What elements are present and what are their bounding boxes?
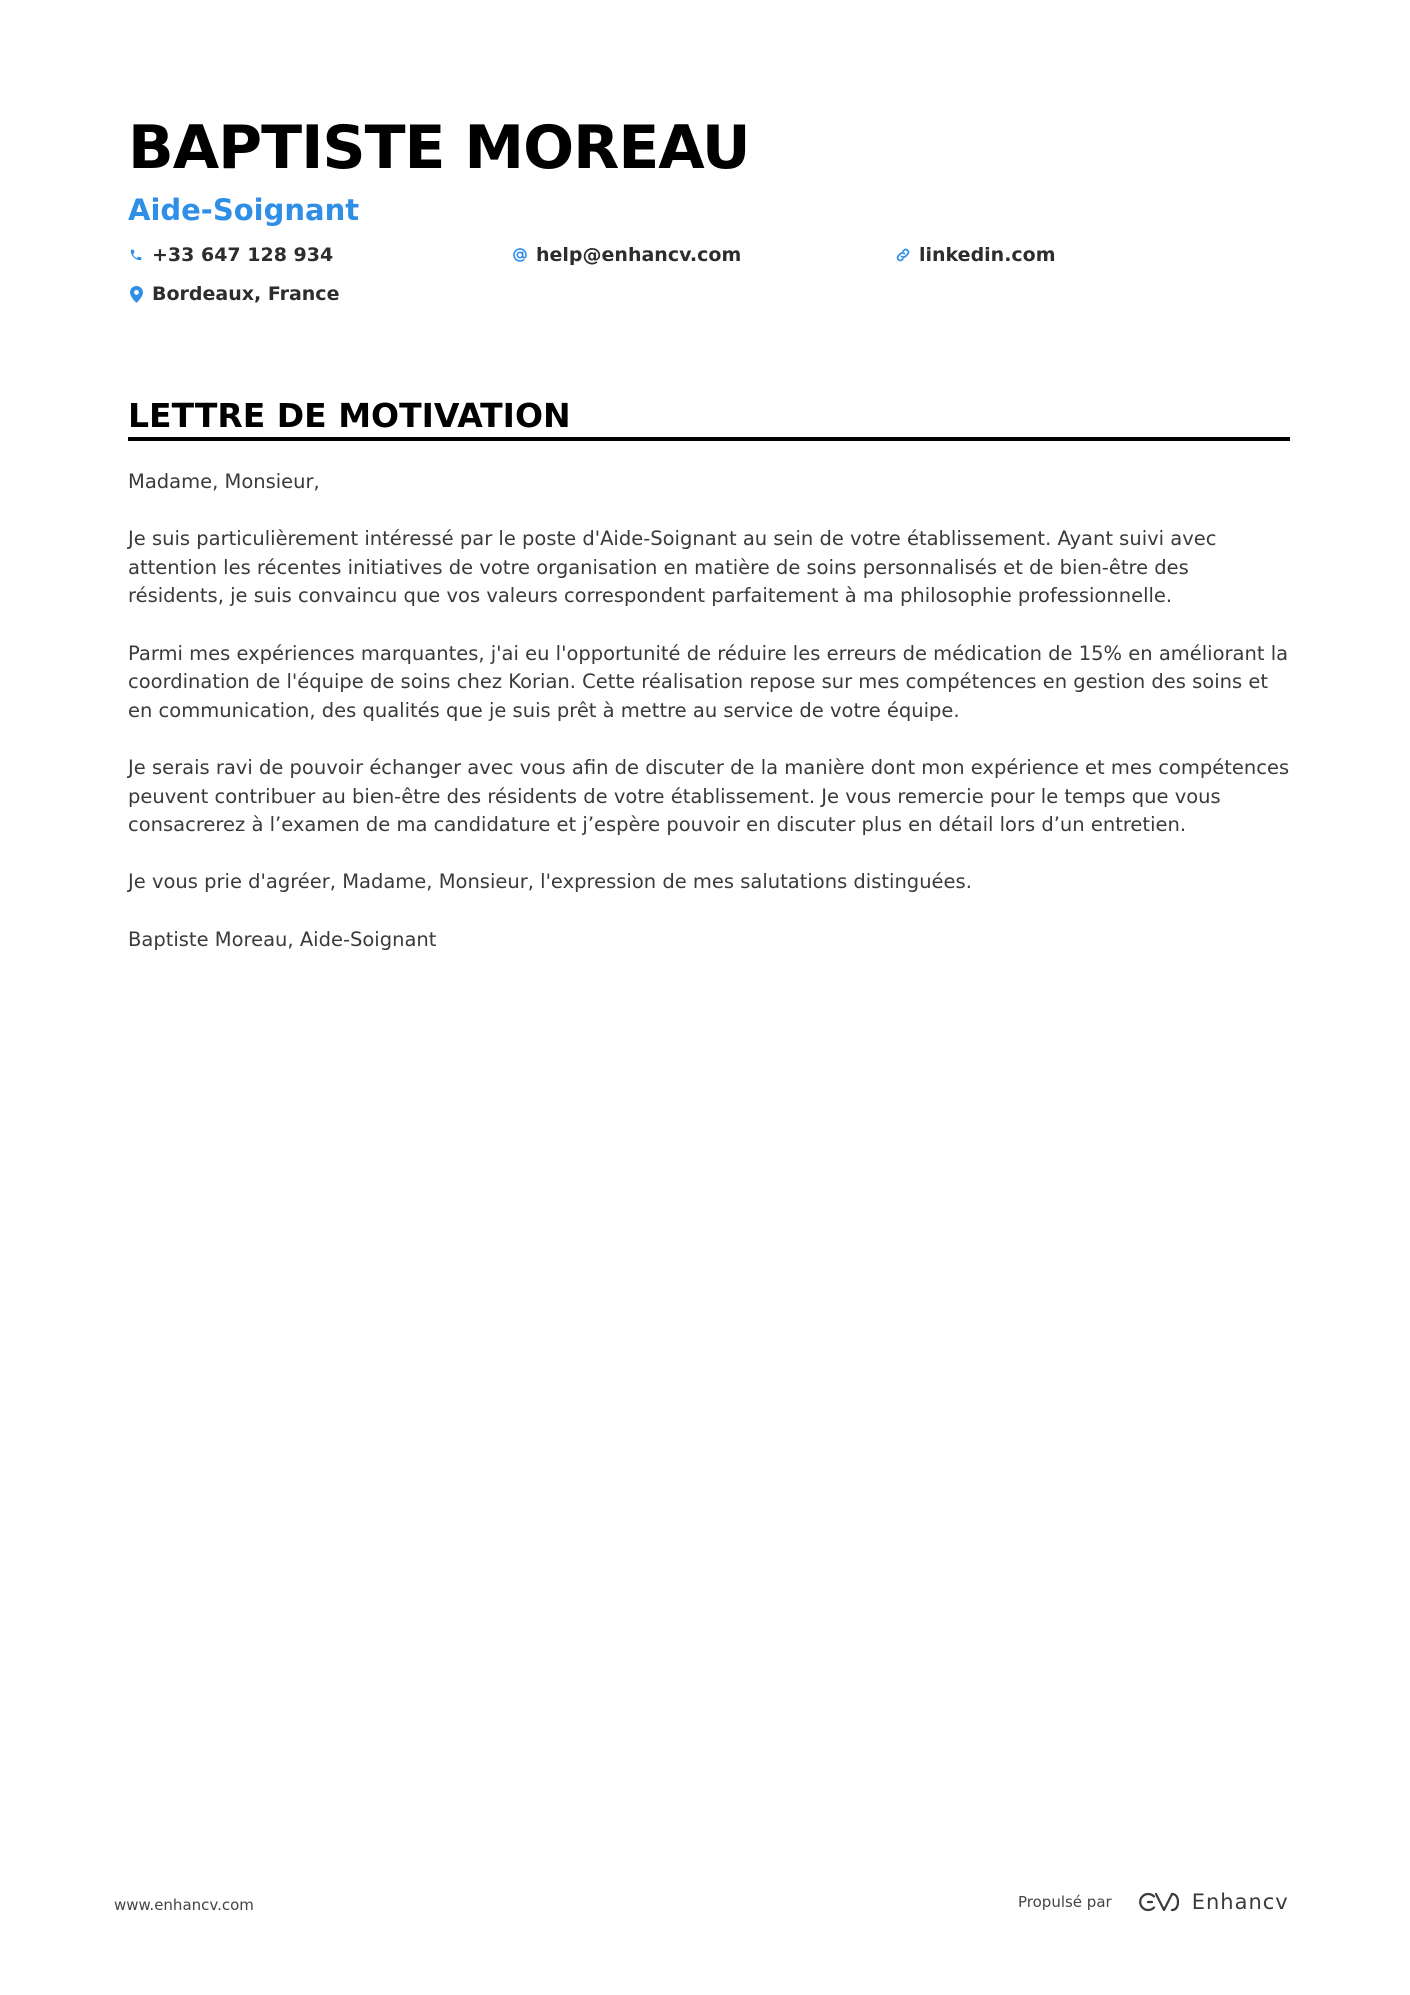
powered-by-label: Propulsé par — [1018, 1893, 1112, 1911]
contact-location — [128, 281, 339, 307]
location-pin-icon — [128, 286, 144, 302]
letter-paragraph: Je suis particulièrement intéressé par le poste d'Aide-Soignant au sein de votre établissement. Ayant suivi avec attention les récentes initiatives de votre organisation en matière de soins personnalisés et de bien-être des résidents, je suis convaincu que vos valeurs correspondent parfaitement à ma philosophie professionnelle. — [128, 527, 1217, 608]
contact-email[interactable] — [512, 242, 741, 268]
job-title: Aide-Soignant — [128, 193, 360, 227]
footer-branding[interactable] — [1018, 1890, 1289, 1914]
phone-icon — [128, 247, 144, 263]
letter-salutation: Madame, Monsieur, — [128, 470, 320, 493]
candidate-name: BAPTISTE MOREAU — [128, 113, 750, 183]
letter-paragraph: Parmi mes expériences marquantes, j'ai eu l'opportunité de réduire les erreurs de médication de 15% en améliorant la coordination de l'équipe de soins chez Korian. Cette réalisation repose sur mes compétences en gestion des soins et en communication, des qualités que je suis prêt à mettre au service de votre équipe. — [128, 641, 1289, 722]
letter-signature: Baptiste Moreau, Aide-Soignant — [128, 927, 437, 951]
section-divider — [128, 437, 1290, 441]
at-icon — [512, 247, 528, 263]
contact-location-value: Bordeaux, France — [152, 283, 340, 305]
letter-body — [128, 468, 1290, 983]
footer-website[interactable]: www.enhancv.com — [114, 1896, 254, 1914]
contact-email-value: help@enhancv.com — [536, 244, 742, 266]
section-title: LETTRE DE MOTIVATION — [128, 396, 571, 435]
letter-paragraph: Je serais ravi de pouvoir échanger avec vous afin de discuter de la manière dont mon expérience et mes compétences peuvent contribuer au bien-être des résidents de votre établissement. Je vous remercie pour le temps que vous consacrerez à l’examen de ma candidature et j’espère pouvoir en discuter plus en détail lors d’un entretien. — [128, 755, 1290, 837]
brand-name: Enhancv — [1191, 1890, 1289, 1914]
contact-link-value: linkedin.com — [919, 244, 1056, 266]
link-icon — [895, 247, 911, 263]
contact-phone[interactable] — [128, 242, 333, 268]
contact-link[interactable] — [895, 242, 1056, 268]
enhancv-logo-icon — [1134, 1890, 1180, 1914]
contact-phone-value: +33 647 128 934 — [152, 244, 334, 266]
letter-closing: Je vous prie d'agréer, Madame, Monsieur, l'expression de mes salutations distinguées. — [128, 870, 972, 894]
